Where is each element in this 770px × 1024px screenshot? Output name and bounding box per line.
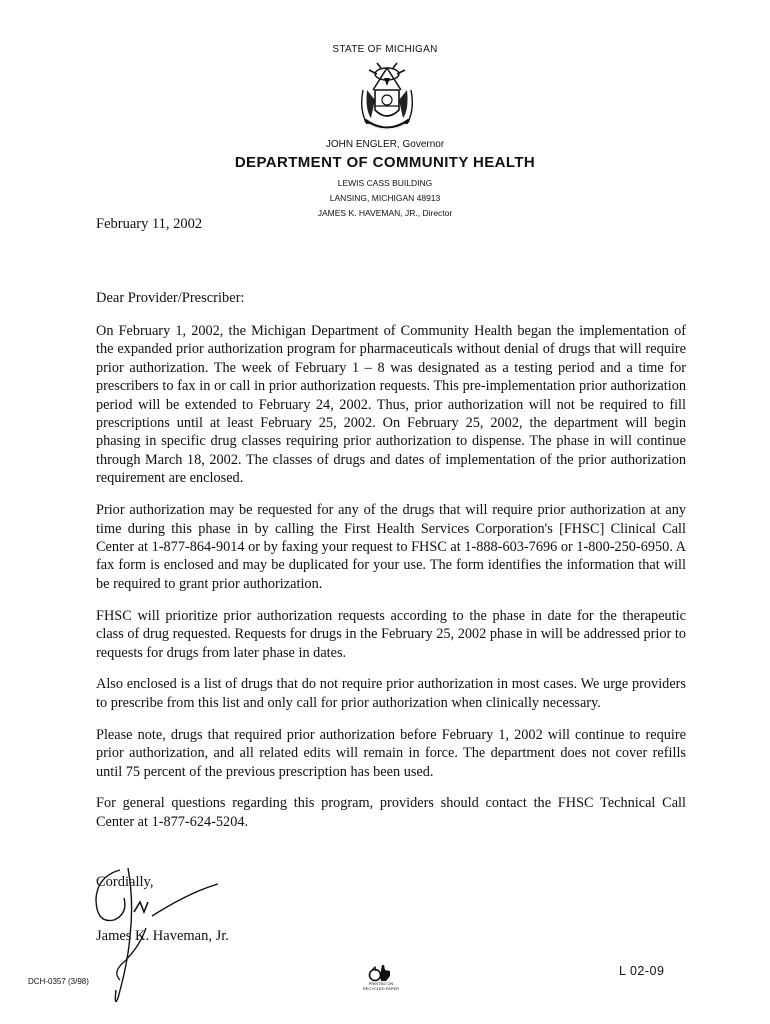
director-line: JAMES K. HAVEMAN, JR., Director — [317, 208, 453, 218]
printed-on-recycled-paper: PRINTED ON RECYCLED PAPER — [362, 981, 400, 991]
body-paragraph: On February 1, 2002, the Michigan Department of Community Health began the implementation of the expanded prior authorization program for pharmaceuticals without denial of drugs that will require prior authorization. The week of February 1 – 8 was designated as a testing period and a time for prescribers to fax in or call in prior authorization requests. This pre-implementation prior authorization period will be extended to February 24, 2002. Thus, prior authorization will not be required to fill prescriptions until at least February 25, 2002. On February 25, 2002, the department will begin phasing in specific drug classes requiring prior authorization to dispense. The phase in will continue through March 18, 2002. The classes of drugs and dates of implementation of the prior authorization requirement are enclosed. — [96, 323, 686, 487]
recycle-michigan-icon — [368, 964, 392, 982]
michigan-state-seal-icon — [351, 60, 423, 136]
form-number: DCH-0357 (3/98) — [28, 977, 89, 986]
letter-date: February 11, 2002 — [96, 216, 203, 232]
governor-line: JOHN ENGLER, Governor — [325, 139, 445, 150]
body-paragraph: Also enclosed is a list of drugs that do not require prior authorization in most cases. We urge providers to prescribe from this list and only call for prior authorization when clinically necessary. — [96, 676, 686, 711]
body-paragraph: Prior authorization may be requested for any of the drugs that will require prior authorization at any time during this phase in by calling the First Health Services Corporation's [FHSC] Clinical Call Center at 1-877-864-9014 or by faxing your request to FHSC at 1-888-603-7696 or 1-800-250-6950. A fax form is enclosed and may be duplicated for your use. The form identifies the information that will be required to grant prior authorization. — [96, 502, 686, 592]
signer-name: James K. Haveman, Jr. — [96, 928, 229, 944]
letter-body — [96, 322, 686, 845]
body-paragraph: Please note, drugs that required prior authorization before February 1, 2002 will continue to require prior authorization, and all related edits will remain in force. The department does not cover refills until 75 percent of the previous prescription has been used. — [96, 726, 686, 780]
closing: Cordially, — [96, 874, 154, 890]
letter-reference: L 02-09 — [619, 964, 665, 978]
building-address: LEWIS CASS BUILDING — [337, 178, 433, 188]
state-header: STATE OF MICHIGAN — [332, 44, 438, 55]
handwritten-signature — [90, 862, 230, 1012]
salutation: Dear Provider/Prescriber: — [96, 290, 245, 306]
city-address: LANSING, MICHIGAN 48913 — [329, 193, 441, 203]
body-paragraph: For general questions regarding this program, providers should contact the FHSC Technical Call Center at 1-877-624-5204. — [96, 795, 686, 830]
body-paragraph: FHSC will prioritize prior authorization requests according to the phase in date for the therapeutic class of drug requested. Requests for drugs in the February 25, 2002 phase in will be addressed prior to requests for drugs from later phase in dates. — [96, 607, 687, 661]
department-title: DEPARTMENT OF COMMUNITY HEALTH — [234, 154, 536, 171]
